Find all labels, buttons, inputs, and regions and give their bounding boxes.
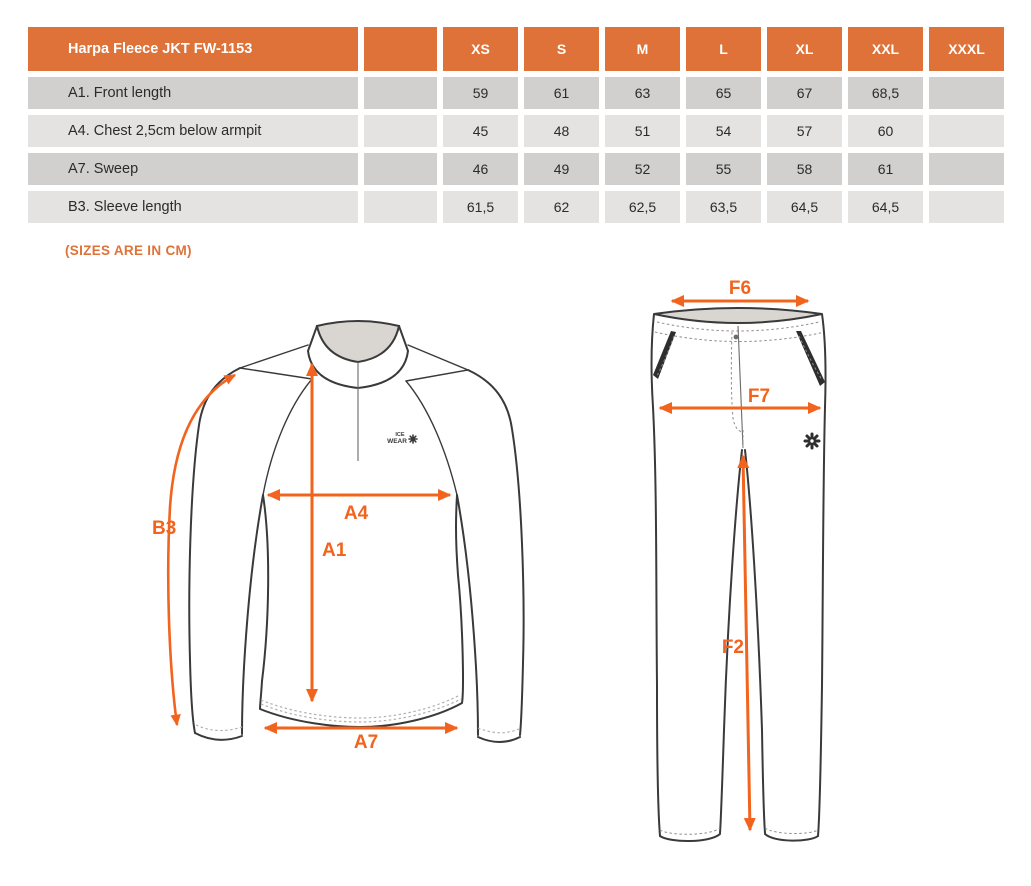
pants-diagram	[640, 280, 840, 860]
collar-inside	[317, 321, 399, 362]
size-header-xs: XS	[443, 27, 518, 71]
value-cell: 59	[443, 77, 518, 109]
empty-cell	[364, 153, 437, 185]
value-cell: 58	[767, 153, 842, 185]
measure-label-a4: A4	[343, 503, 369, 524]
size-table	[22, 21, 1010, 229]
value-cell: 55	[686, 153, 761, 185]
table-row	[28, 153, 1004, 185]
measure-label-a1: A1	[322, 540, 347, 561]
torso-outline	[260, 495, 463, 727]
measure-arrow-f2	[743, 456, 750, 830]
right-shoulder-seam	[406, 345, 468, 381]
value-cell: 67	[767, 77, 842, 109]
jacket-diagram	[140, 295, 570, 765]
value-cell: 61	[848, 153, 923, 185]
logo-snowflake-icon	[409, 435, 417, 443]
row-label: B3. Sleeve length	[28, 191, 358, 223]
pants-drawing	[652, 308, 826, 841]
hem-stitch-1	[261, 695, 460, 718]
right-cuff-stitch	[478, 728, 519, 733]
measure-label-f7: F7	[747, 386, 771, 407]
table-row	[28, 115, 1004, 147]
value-cell: 60	[848, 115, 923, 147]
measure-label-f6: F6	[728, 280, 752, 299]
empty-header-cell	[364, 27, 437, 71]
row-label: A1. Front length	[28, 77, 358, 109]
size-header-l: L	[686, 27, 761, 71]
value-cell	[929, 77, 1004, 109]
value-cell: 63,5	[686, 191, 761, 223]
value-cell: 64,5	[848, 191, 923, 223]
snowflake-icon	[805, 434, 819, 448]
right-hem-edge	[765, 834, 818, 841]
size-header-xxl: XXL	[848, 27, 923, 71]
logo-text-wear: WEAR	[387, 438, 407, 445]
jacket-drawing	[189, 321, 523, 742]
value-cell: 68,5	[848, 77, 923, 109]
waist-button	[734, 335, 739, 340]
value-cell: 61	[524, 77, 599, 109]
value-cell: 62	[524, 191, 599, 223]
size-header-xxxl: XXXL	[929, 27, 1004, 71]
left-cuff-stitch	[196, 725, 242, 731]
table-row	[28, 77, 1004, 109]
value-cell: 57	[767, 115, 842, 147]
value-cell: 63	[605, 77, 680, 109]
left-cuff-edge	[195, 733, 242, 740]
left-pocket	[653, 331, 676, 379]
value-cell: 61,5	[443, 191, 518, 223]
value-cell	[929, 191, 1004, 223]
value-cell: 52	[605, 153, 680, 185]
measure-label-b3: B3	[152, 518, 177, 539]
product-title: Harpa Fleece JKT FW-1153	[28, 27, 358, 71]
sizes-in-cm-note: (SIZES ARE IN CM)	[65, 243, 192, 258]
value-cell: 62,5	[605, 191, 680, 223]
value-cell: 51	[605, 115, 680, 147]
size-header-xl: XL	[767, 27, 842, 71]
left-raglan-seam	[263, 379, 312, 495]
measure-arrow-b3	[168, 375, 235, 725]
logo-text-ice: ICE	[395, 432, 405, 438]
value-cell: 54	[686, 115, 761, 147]
measure-label-a7: A7	[353, 732, 379, 753]
value-cell: 46	[443, 153, 518, 185]
value-cell: 45	[443, 115, 518, 147]
value-cell: 49	[524, 153, 599, 185]
size-header-m: M	[605, 27, 680, 71]
empty-cell	[364, 77, 437, 109]
table-header-row	[28, 27, 1004, 71]
size-header-s: S	[524, 27, 599, 71]
jacket-measure-arrows	[152, 364, 457, 753]
icewear-logo	[387, 432, 417, 445]
value-cell: 65	[686, 77, 761, 109]
row-label: A7. Sweep	[28, 153, 358, 185]
center-front-seam	[738, 326, 743, 448]
value-cell	[929, 115, 1004, 147]
left-sleeve-outer	[189, 368, 240, 733]
left-shoulder-seam	[240, 345, 312, 379]
left-hem-stitch	[660, 828, 720, 834]
left-hem-edge	[660, 834, 720, 841]
empty-cell	[364, 115, 437, 147]
empty-cell	[364, 191, 437, 223]
right-hem-stitch	[765, 828, 818, 834]
waist-inside	[654, 308, 822, 323]
value-cell	[929, 153, 1004, 185]
table-row	[28, 191, 1004, 223]
row-label: A4. Chest 2,5cm below armpit	[28, 115, 358, 147]
value-cell: 64,5	[767, 191, 842, 223]
value-cell: 48	[524, 115, 599, 147]
right-cuff-edge	[478, 737, 520, 742]
right-outer-edge	[818, 314, 826, 836]
left-outer-edge	[652, 314, 660, 836]
measure-label-f2: F2	[721, 637, 744, 658]
